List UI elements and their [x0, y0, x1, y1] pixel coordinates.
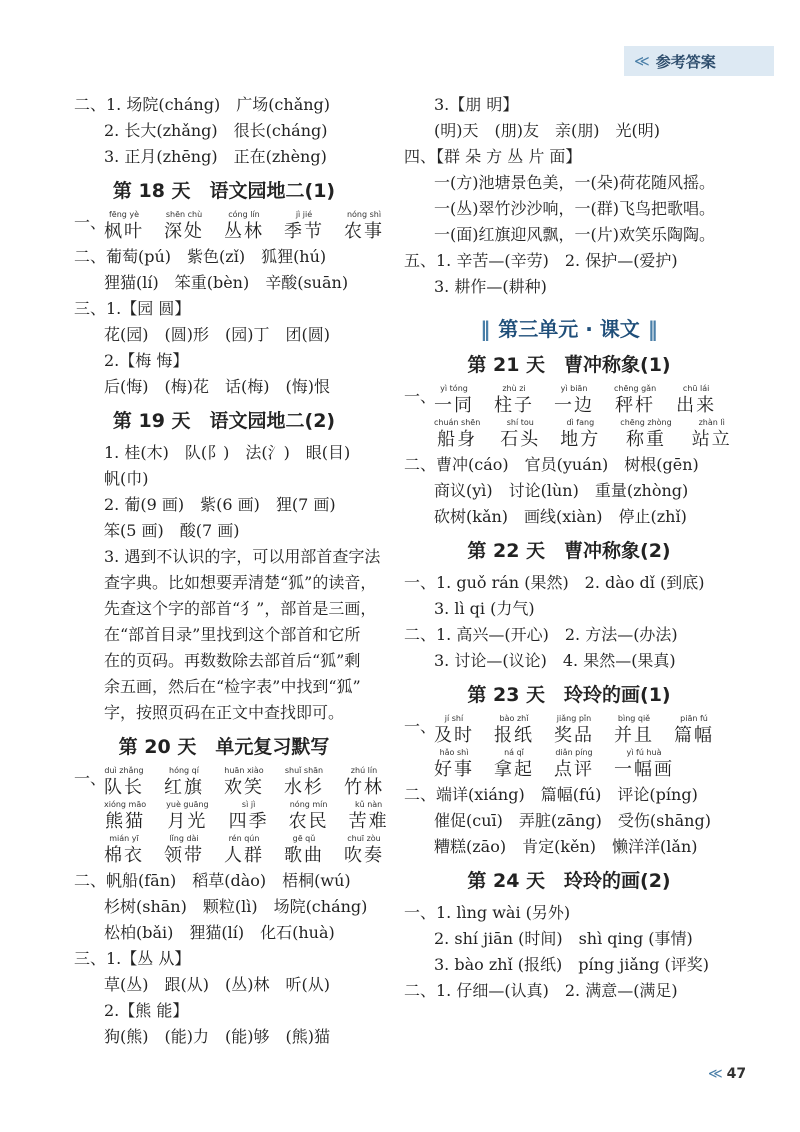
page-number-value: 47	[726, 1066, 747, 1082]
hanzi-text: 石头	[500, 429, 541, 450]
pinyin-text: yuè guāng	[166, 800, 209, 809]
pinyin-text: dì fang	[566, 418, 595, 427]
answer-line: 杉树(shān) 颗粒(lì) 场院(cháng)	[104, 897, 368, 916]
pinyin-text: zhù zi	[502, 384, 526, 393]
pinyin-text: nóng mín	[289, 800, 328, 809]
answer-line: 三、1.【园 圆】	[74, 299, 191, 318]
pinyin-text: rén qún	[228, 834, 260, 843]
answer-line: 2. shí jiān (时间) shì qing (事情)	[434, 929, 693, 948]
hanzi-text: 吹奏	[344, 845, 384, 866]
pinyin-row	[74, 210, 384, 244]
hanzi-text: 点评	[554, 759, 594, 780]
hanzi-text: 竹林	[344, 777, 384, 798]
unit-bar-left: ‖	[480, 317, 491, 341]
pinyin-text: huān xiào	[224, 766, 264, 775]
pinyin-word	[224, 766, 264, 800]
answer-line: 糟糕(zāo) 肯定(kěn) 懒洋洋(lǎn)	[434, 837, 698, 856]
pinyin-text: jí shí	[444, 714, 464, 723]
pinyin-word	[554, 748, 594, 782]
day-title: 第 22 天 曹冲称象(2)	[467, 540, 671, 562]
answer-line: 帆(巾)	[104, 469, 149, 488]
pinyin-word	[344, 210, 384, 244]
unit-title: 第三单元 · 课文	[498, 317, 640, 341]
hanzi-text: 月光	[167, 811, 208, 832]
pinyin-text: hǎo shì	[439, 748, 469, 757]
pinyin-word	[344, 834, 384, 868]
pinyin-word	[500, 418, 540, 452]
answer-line: 后(悔) (梅)花 话(梅) (悔)恨	[104, 377, 330, 396]
hanzi-text: 丛林	[224, 221, 264, 242]
hanzi-text: 农民	[288, 811, 329, 832]
answer-line: 五、1. 辛苦—(辛劳) 2. 保护—(爱护)	[404, 251, 678, 270]
hanzi-text: 一同	[434, 395, 474, 416]
hanzi-text: 四季	[228, 811, 269, 832]
pinyin-word	[104, 766, 144, 800]
pinyin-text: shuǐ shān	[284, 766, 324, 775]
answer-line: 二、曹冲(cáo) 官员(yuán) 树根(gēn)	[404, 455, 699, 474]
answer-line: 3. 遇到不认识的字，可以用部首查字法	[104, 547, 381, 566]
pinyin-text: xióng māo	[104, 800, 147, 809]
day-title: 第 23 天 玲玲的画(1)	[467, 684, 671, 706]
answer-line: 在的页码。再数数除去部首后“狐”剩	[104, 651, 361, 670]
pinyin-word	[164, 210, 204, 244]
pinyin-word	[284, 766, 324, 800]
hanzi-text: 欢笑	[224, 777, 264, 798]
pinyin-word	[554, 384, 594, 418]
day-title: 第 18 天 语文园地二(1)	[112, 180, 336, 202]
hanzi-text: 奖品	[554, 725, 594, 746]
pinyin-text: fēng yè	[108, 210, 140, 219]
answer-line: 余五画，然后在“检字表”中找到“狐”	[104, 677, 361, 696]
pinyin-word	[674, 714, 714, 748]
answer-line: 狸猫(lí) 笨重(bèn) 辛酸(suān)	[104, 273, 349, 292]
unit-heading	[404, 314, 734, 344]
day-title: 第 19 天 语文园地二(2)	[112, 410, 336, 432]
answer-line: 查字典。比如想要弄清楚“狐”的读音，	[104, 573, 377, 592]
hanzi-text: 柱子	[494, 395, 534, 416]
answer-line: 二、1. 高兴—(开心) 2. 方法—(办法)	[404, 625, 678, 644]
section-title: 参考答案	[655, 52, 716, 71]
pinyin-word	[494, 714, 534, 748]
answer-line: 三、1.【丛 从】	[74, 949, 191, 968]
answer-line: 一(面)红旗迎风飘，一(片)欢笑乐陶陶。	[434, 225, 715, 244]
hanzi-text: 出来	[676, 395, 717, 416]
pinyin-word	[494, 748, 534, 782]
pinyin-row	[74, 766, 384, 800]
item-label: 一、	[74, 769, 107, 788]
pinyin-text: bào zhǐ	[499, 714, 529, 723]
pinyin-text: mián yī	[109, 834, 139, 843]
pinyin-word	[676, 384, 716, 418]
chevron-left-icon: ≪	[634, 52, 650, 70]
pinyin-word	[614, 748, 674, 782]
answer-line: 字，按照页码在正文中查找即可。	[104, 703, 345, 722]
answer-line: 3. bào zhǐ (报纸) píng jiǎng (评奖)	[434, 955, 710, 974]
pinyin-text: gē qǔ	[292, 834, 316, 843]
answer-line: 2.【熊 能】	[104, 1001, 189, 1020]
pinyin-text: chuán shēn	[434, 418, 481, 427]
answer-line: 二、帆船(fān) 稻草(dào) 梧桐(wú)	[74, 871, 351, 890]
hanzi-text: 及时	[434, 725, 474, 746]
pinyin-word	[284, 210, 324, 244]
pinyin-word	[104, 834, 144, 868]
answer-line: 狗(熊) (能)力 (能)够 (熊)猫	[104, 1027, 330, 1046]
hanzi-text: 人群	[224, 845, 264, 866]
pinyin-word	[224, 210, 264, 244]
pinyin-text: nóng shì	[346, 210, 382, 219]
pinyin-text: yì fú huà	[626, 748, 662, 757]
answer-line: 3. 耕作—(耕种)	[434, 277, 547, 296]
pinyin-word	[164, 766, 204, 800]
pinyin-row	[404, 418, 734, 452]
hanzi-text: 农事	[344, 221, 384, 242]
answer-line: 花(园) (圆)形 (园)丁 团(圆)	[104, 325, 330, 344]
section-header	[624, 46, 774, 76]
answer-line: 一、1. lìng wài (另外)	[404, 903, 571, 922]
pinyin-word	[560, 418, 600, 452]
answer-line: 一(方)池塘景色美，一(朵)荷花随风摇。	[434, 173, 715, 192]
answer-line: 2. 葡(9 画) 紫(6 画) 狸(7 画)	[104, 495, 336, 514]
item-label: 一、	[404, 717, 437, 736]
pinyin-text: chū lái	[682, 384, 710, 393]
pinyin-word	[614, 384, 656, 418]
hanzi-text: 队长	[104, 777, 144, 798]
hanzi-text: 领带	[164, 845, 204, 866]
pinyin-text: piān fú	[680, 714, 708, 723]
pinyin-text: duì zhǎng	[104, 766, 144, 775]
day-title: 第 21 天 曹冲称象(1)	[467, 354, 671, 376]
day-title: 第 20 天 单元复习默写	[118, 736, 330, 758]
answer-line: 1. 桂(木) 队(阝) 法(氵) 眼(目)	[104, 443, 351, 462]
pinyin-text: yì biān	[560, 384, 588, 393]
answer-line: 二、1. 场院(cháng) 广场(chǎng)	[74, 95, 331, 114]
pinyin-word	[104, 800, 146, 834]
answer-line: 3. 正月(zhēng) 正在(zhèng)	[104, 147, 327, 166]
hanzi-text: 好事	[434, 759, 474, 780]
pinyin-text: diǎn píng	[555, 748, 593, 757]
pinyin-text: lǐng dài	[169, 834, 199, 843]
hanzi-text: 棉衣	[104, 845, 144, 866]
hanzi-text: 歌曲	[284, 845, 324, 866]
pinyin-word	[554, 714, 594, 748]
answer-line: 一、1. guǒ rán (果然) 2. dào dǐ (到底)	[404, 573, 705, 592]
day-title: 第 24 天 玲玲的画(2)	[467, 870, 671, 892]
pinyin-word	[434, 384, 474, 418]
hanzi-text: 苦难	[348, 811, 389, 832]
pinyin-word	[434, 714, 474, 748]
pinyin-text: zhàn lì	[698, 418, 725, 427]
pinyin-word	[614, 714, 654, 748]
pinyin-text: cóng lín	[228, 210, 260, 219]
pinyin-word	[620, 418, 671, 452]
unit-bar-right: ‖	[647, 317, 658, 341]
hanzi-text: 船身	[437, 429, 478, 450]
pinyin-text: jiǎng pǐn	[556, 714, 592, 723]
pinyin-row	[404, 384, 734, 418]
pinyin-text: ná qǐ	[504, 748, 524, 757]
answer-line: (明)天 (朋)友 亲(朋) 光(明)	[434, 121, 660, 140]
hanzi-text: 地方	[560, 429, 601, 450]
pinyin-text: kǔ nàn	[354, 800, 383, 809]
hanzi-text: 秤杆	[615, 395, 656, 416]
hanzi-text: 红旗	[164, 777, 204, 798]
hanzi-text: 一边	[554, 395, 594, 416]
answer-line: 笨(5 画) 酸(7 画)	[104, 521, 240, 540]
pinyin-word	[166, 800, 208, 834]
pinyin-word	[164, 834, 204, 868]
pinyin-row	[404, 748, 734, 782]
hanzi-text: 熊猫	[105, 811, 146, 832]
item-label: 一、	[404, 387, 437, 406]
answer-line: 在“部首目录”里找到这个部首和它所	[104, 625, 361, 644]
answer-line: 一(丛)翠竹沙沙响，一(群)飞鸟把歌唱。	[434, 199, 715, 218]
pinyin-text: chuī zòu	[347, 834, 381, 843]
pinyin-word	[434, 748, 474, 782]
pinyin-word	[224, 834, 264, 868]
pinyin-text: jì jié	[295, 210, 313, 219]
pinyin-word	[692, 418, 732, 452]
pinyin-word	[289, 800, 329, 834]
hanzi-text: 并且	[614, 725, 654, 746]
chevron-left-icon: ≪	[708, 1066, 723, 1082]
pinyin-text: sì jì	[241, 800, 256, 809]
pinyin-word	[349, 800, 389, 834]
pinyin-text: yì tóng	[440, 384, 468, 393]
answer-line: 3. lì qi (力气)	[434, 599, 535, 618]
answer-line: 二、端详(xiáng) 篇幅(fú) 评论(píng)	[404, 785, 698, 804]
answer-line: 先查这个字的部首“犭”，部首是三画，	[104, 599, 377, 618]
hanzi-text: 一幅画	[614, 759, 674, 780]
answer-line: 催促(cuī) 弄脏(zāng) 受伤(shāng)	[434, 811, 711, 830]
pinyin-word	[284, 834, 324, 868]
pinyin-word	[494, 384, 534, 418]
answer-line: 松柏(bǎi) 狸猫(lí) 化石(huà)	[104, 923, 335, 942]
pinyin-text: bìng qiě	[617, 714, 651, 723]
hanzi-text: 拿起	[494, 759, 534, 780]
answer-line: 2. 长大(zhǎng) 很长(cháng)	[104, 121, 328, 140]
hanzi-text: 水杉	[284, 777, 324, 798]
answer-line: 3. 讨论—(议论) 4. 果然—(果真)	[434, 651, 676, 670]
pinyin-text: chēng zhòng	[620, 418, 672, 427]
pinyin-word	[344, 766, 384, 800]
page-number	[708, 1066, 746, 1082]
left-column	[74, 92, 389, 1050]
pinyin-text: shēn chù	[165, 210, 203, 219]
pinyin-text: zhú lín	[350, 766, 378, 775]
hanzi-text: 报纸	[494, 725, 534, 746]
answer-line: 二、1. 仔细—(认真) 2. 满意—(满足)	[404, 981, 678, 1000]
item-label: 一、	[74, 213, 107, 232]
pinyin-text: hóng qí	[169, 766, 199, 775]
hanzi-text: 篇幅	[674, 725, 714, 746]
pinyin-row	[404, 714, 734, 748]
pinyin-word	[229, 800, 269, 834]
pinyin-word	[104, 210, 144, 244]
pinyin-text: chēng gǎn	[614, 384, 657, 393]
right-column	[404, 92, 734, 1004]
answer-line: 四、【群 朵 方 丛 片 面】	[404, 147, 582, 166]
pinyin-word	[434, 418, 480, 452]
answer-line: 草(丛) 跟(从) (丛)林 听(从)	[104, 975, 330, 994]
hanzi-text: 季节	[284, 221, 324, 242]
answer-line: 二、葡萄(pú) 紫色(zǐ) 狐狸(hú)	[74, 247, 327, 266]
pinyin-row	[74, 834, 384, 868]
hanzi-text: 站立	[691, 429, 732, 450]
hanzi-text: 深处	[164, 221, 204, 242]
answer-line: 3.【朋 明】	[434, 95, 519, 114]
pinyin-text: shí tou	[506, 418, 534, 427]
hanzi-text: 称重	[626, 429, 666, 450]
answer-line: 砍树(kǎn) 画线(xiàn) 停止(zhǐ)	[434, 507, 687, 526]
hanzi-text: 枫叶	[104, 221, 144, 242]
answer-line: 2.【梅 悔】	[104, 351, 189, 370]
answer-line: 商议(yì) 讨论(lùn) 重量(zhòng)	[434, 481, 689, 500]
pinyin-row	[74, 800, 389, 834]
